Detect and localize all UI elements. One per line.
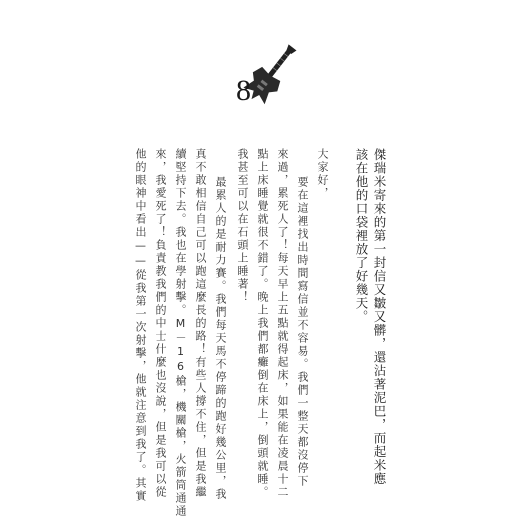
letter-greeting: 大家好， [316,148,329,200]
letter-line: 最累人的是耐力賽。我們每天馬不停蹄的跑好幾公里，我 [214,176,227,501]
letter-line: 他的眼神中看出——從我第一次射擊，他就注意到我了。其實 [134,148,147,503]
letter-line: 我甚至可以在石頭上睡著！ [236,148,249,304]
narration-line: 該在他的口袋裡放了好幾天。 [354,148,369,324]
letter-line: 要在這裡找出時間寫信並不容易。我們一整天都沒停下 [296,176,309,488]
letter-line: 來，我愛死了！負責教我們的中士什麼也沒說，但是我可以從 [154,148,167,499]
chapter-number: 8 [236,74,251,107]
letter-line: 來過，累死人了！每天早上五點就得起床，如果能在凌晨十二 [276,148,289,499]
letter-line: 續堅持下去。我也在學射擊。M－16槍，機關槍，火箭筒通通 [174,148,187,518]
letter-line: 點上床睡覺就很不錯了。晚上我們都癱倒在床上，倒頭就睡。 [256,148,269,499]
narration-line: 傑瑞米寄來的第一封信又皺又髒，還沾著泥巴，而起米應 [372,148,387,486]
letter-line: 真不敢相信自己可以跑這麼長的路！有些人撐不住，但是我繼 [194,148,207,499]
